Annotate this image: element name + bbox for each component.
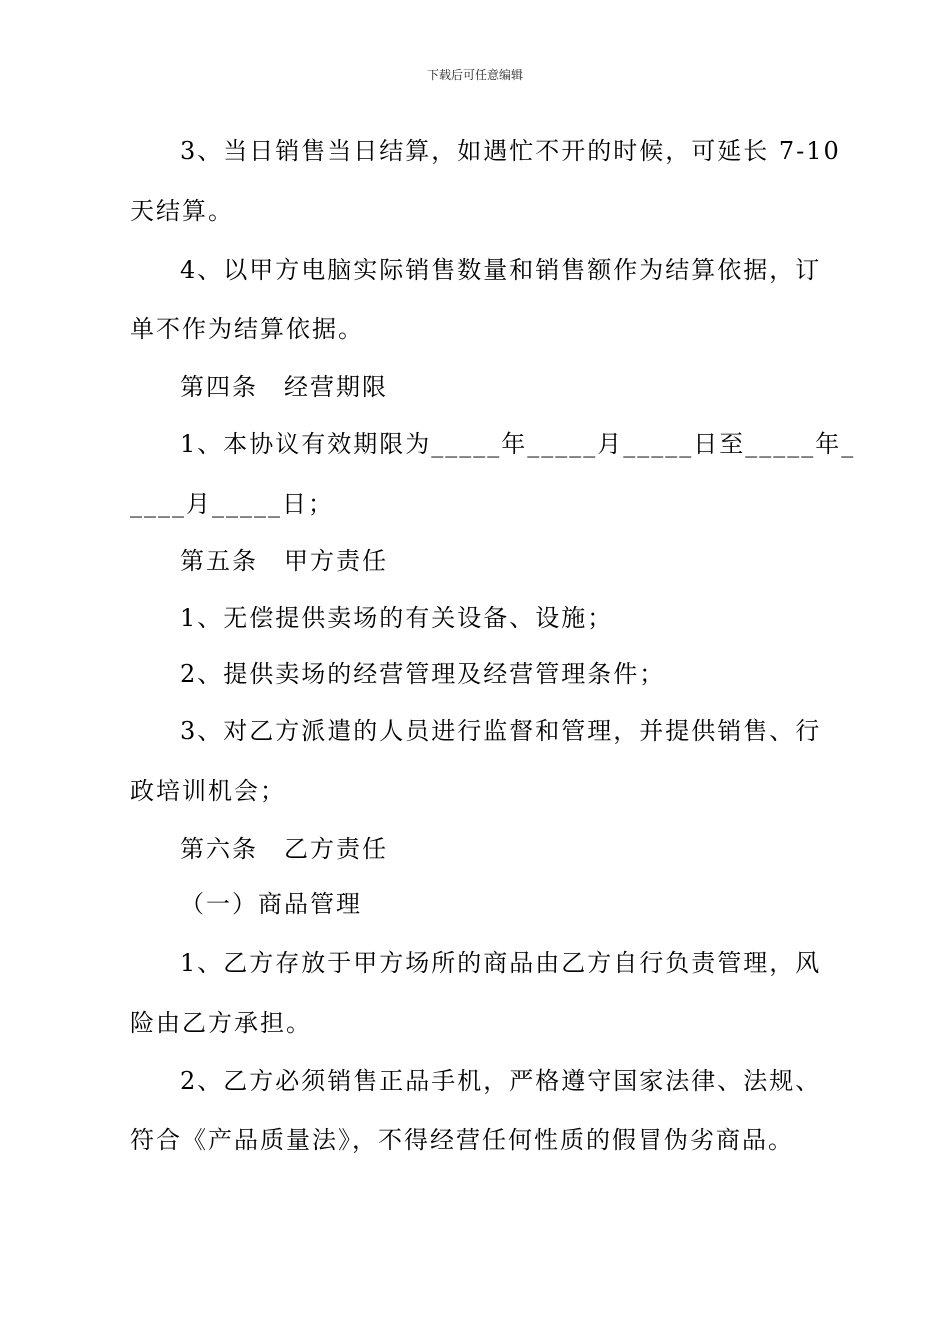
paragraph-line: 3、对乙方派遣的人员进行监督和管理，并提供销售、行	[180, 717, 822, 745]
paragraph-line: 符合《产品质量法》，不得经营任何性质的假冒伪劣商品。	[130, 1126, 794, 1154]
page-header-note: 下载后可任意编辑	[426, 68, 523, 82]
paragraph-line: 1、无偿提供卖场的有关设备、设施；	[180, 604, 614, 632]
paragraph-line: 1、本协议有效期限为_____年_____月_____日至_____年_	[180, 430, 856, 458]
paragraph-line: 4、以甲方电脑实际销售数量和销售额作为结算依据，订	[180, 256, 822, 284]
paragraph-line: ____月_____日；	[130, 490, 334, 518]
paragraph-line: 天结算。	[130, 197, 234, 225]
paragraph-line: 2、提供卖场的经营管理及经营管理条件；	[180, 660, 666, 688]
section-heading-5: 第五条 甲方责任	[180, 547, 388, 575]
paragraph-line: 单不作为结算依据。	[130, 315, 364, 343]
paragraph-line: 1、乙方存放于甲方场所的商品由乙方自行负责管理，风	[180, 949, 822, 977]
paragraph-line: 2、乙方必须销售正品手机，严格遵守国家法律、法规、	[180, 1067, 822, 1095]
section-heading-4: 第四条 经营期限	[180, 373, 388, 401]
subsection-heading: （一）商品管理	[180, 890, 362, 918]
section-heading-6: 第六条 乙方责任	[180, 835, 388, 863]
paragraph-line: 3、当日销售当日结算，如遇忙不开的时候，可延长 7-10	[180, 137, 841, 165]
paragraph-line: 政培训机会；	[130, 777, 286, 805]
paragraph-line: 险由乙方承担。	[130, 1009, 312, 1037]
